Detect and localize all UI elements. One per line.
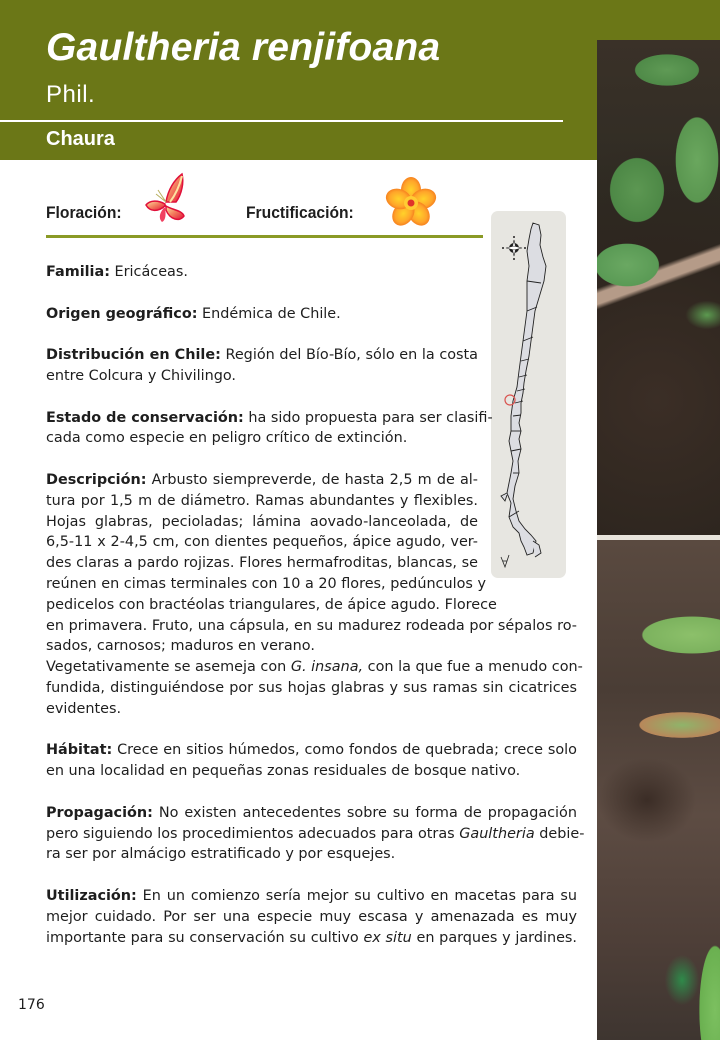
familia-label: Familia: xyxy=(46,264,110,280)
descripcion-line: tura por 1,5 m de diámetro. Ramas abundantes y flexibles. xyxy=(46,492,478,509)
estado-text-1: ha sido propuesta para ser clasifi- xyxy=(243,409,493,426)
common-name: Chaura xyxy=(46,128,115,150)
vegetativo-text: Vegetativamente se asemeja con xyxy=(46,659,291,676)
distribucion-label: Distribución en Chile: xyxy=(46,347,221,364)
vegetativo-text: evidentes. xyxy=(46,700,122,717)
section-propagacion xyxy=(46,803,585,865)
utilizacion-text-1: En un comienzo sería mejor su cultivo en macetas para su xyxy=(136,887,577,904)
section-descripcion xyxy=(46,470,583,720)
distribucion-text-2: entre Colcura y Chivilingo. xyxy=(46,367,236,384)
habitat-text-1: Crece en sitios húmedos, como fondos de quebrada; crece solo xyxy=(112,742,577,759)
propagacion-text-1: No existen antecedentes sobre su forma de propagación xyxy=(152,804,577,821)
utilizacion-text-3: importante para su conservación su cultivo xyxy=(46,929,364,946)
origen-text: Endémica de Chile. xyxy=(197,305,341,322)
utilizacion-text-2: mejor cuidado. Por ser una especie muy escasa y amenazada es muy xyxy=(46,908,577,925)
section-estado xyxy=(46,408,577,450)
origen-label: Origen geográfico: xyxy=(46,305,198,322)
plant-photo-bottom xyxy=(597,540,720,1040)
butterfly-icon xyxy=(142,172,188,224)
section-utilizacion xyxy=(46,886,577,948)
descripcion-line: Arbusto siempreverde, de hasta 2,5 m de al- xyxy=(146,471,478,488)
utilizacion-label: Utilización: xyxy=(46,887,137,904)
propagacion-label: Propagación: xyxy=(46,804,153,821)
genus-italic: Gaultheria xyxy=(459,825,535,842)
propagacion-text-2: pero siguiendo los procedimientos adecuados para otras xyxy=(46,825,460,842)
utilizacion-text-3: en parques y jardines. xyxy=(411,929,578,946)
flower-icon xyxy=(384,176,438,230)
section-origen xyxy=(46,304,478,325)
descripcion-line: des claras a pardo rojizas. Flores hermafroditas, blancas, se xyxy=(46,555,478,572)
vegetativo-text: fundida, distinguiéndose por sus hojas glabras y sus ramas sin cicatrices xyxy=(46,679,577,696)
plant-photo-top xyxy=(597,40,720,535)
descripcion-label: Descripción: xyxy=(46,471,147,488)
section-distribucion xyxy=(46,345,577,387)
vegetativo-species-italic: G. insana, xyxy=(290,659,364,676)
phenology-row xyxy=(46,178,483,238)
descripcion-line: sados, carnosos; maduros en verano. xyxy=(46,638,315,655)
habitat-text-2: en una localidad en pequeñas zonas residuales de bosque nativo. xyxy=(46,763,521,780)
vegetativo-text: con la que fue a menudo con- xyxy=(363,659,583,676)
flowering-label: Floración: xyxy=(46,203,122,222)
estado-label: Estado de conservación: xyxy=(46,409,244,426)
species-author: Phil. xyxy=(46,81,96,108)
distribucion-text-1: Región del Bío-Bío, sólo en la costa xyxy=(220,347,478,364)
propagacion-text-3: ra ser por almácigo estratificado y por esquejes. xyxy=(46,846,396,863)
estado-text-2: cada como especie en peligro crítico de extinción. xyxy=(46,430,408,447)
descripcion-line: 6,5-11 x 2-4,5 cm, con dientes pequeños, ápice agudo, ver- xyxy=(46,534,478,551)
section-habitat xyxy=(46,740,577,782)
page-number: 176 xyxy=(18,997,45,1013)
species-description xyxy=(46,262,585,969)
descripcion-line: reúnen en cimas terminales con 10 a 20 flores, pedúnculos y xyxy=(46,575,486,592)
descripcion-line: Hojas glabras, pecioladas; lámina aovado-lanceolada, de xyxy=(46,513,478,530)
fruiting-label: Fructificación: xyxy=(246,203,354,222)
descripcion-line: pedicelos con bractéolas triangulares, de ápice agudo. Florece xyxy=(46,596,497,613)
section-familia xyxy=(46,262,478,283)
compass-rose-icon xyxy=(502,236,526,260)
phenology-divider xyxy=(46,235,483,238)
familia-text: Ericáceas. xyxy=(109,264,188,280)
header-divider xyxy=(0,120,563,122)
species-title: Gaultheria renjifoana xyxy=(46,26,441,69)
descripcion-line: en primavera. Fruto, una cápsula, en su madurez rodeada por sépalos ro- xyxy=(46,617,577,634)
propagacion-text-2: debie- xyxy=(534,825,585,842)
habitat-label: Hábitat: xyxy=(46,742,113,759)
photo-strip xyxy=(597,40,720,1040)
ex-situ-italic: ex situ xyxy=(363,929,412,946)
